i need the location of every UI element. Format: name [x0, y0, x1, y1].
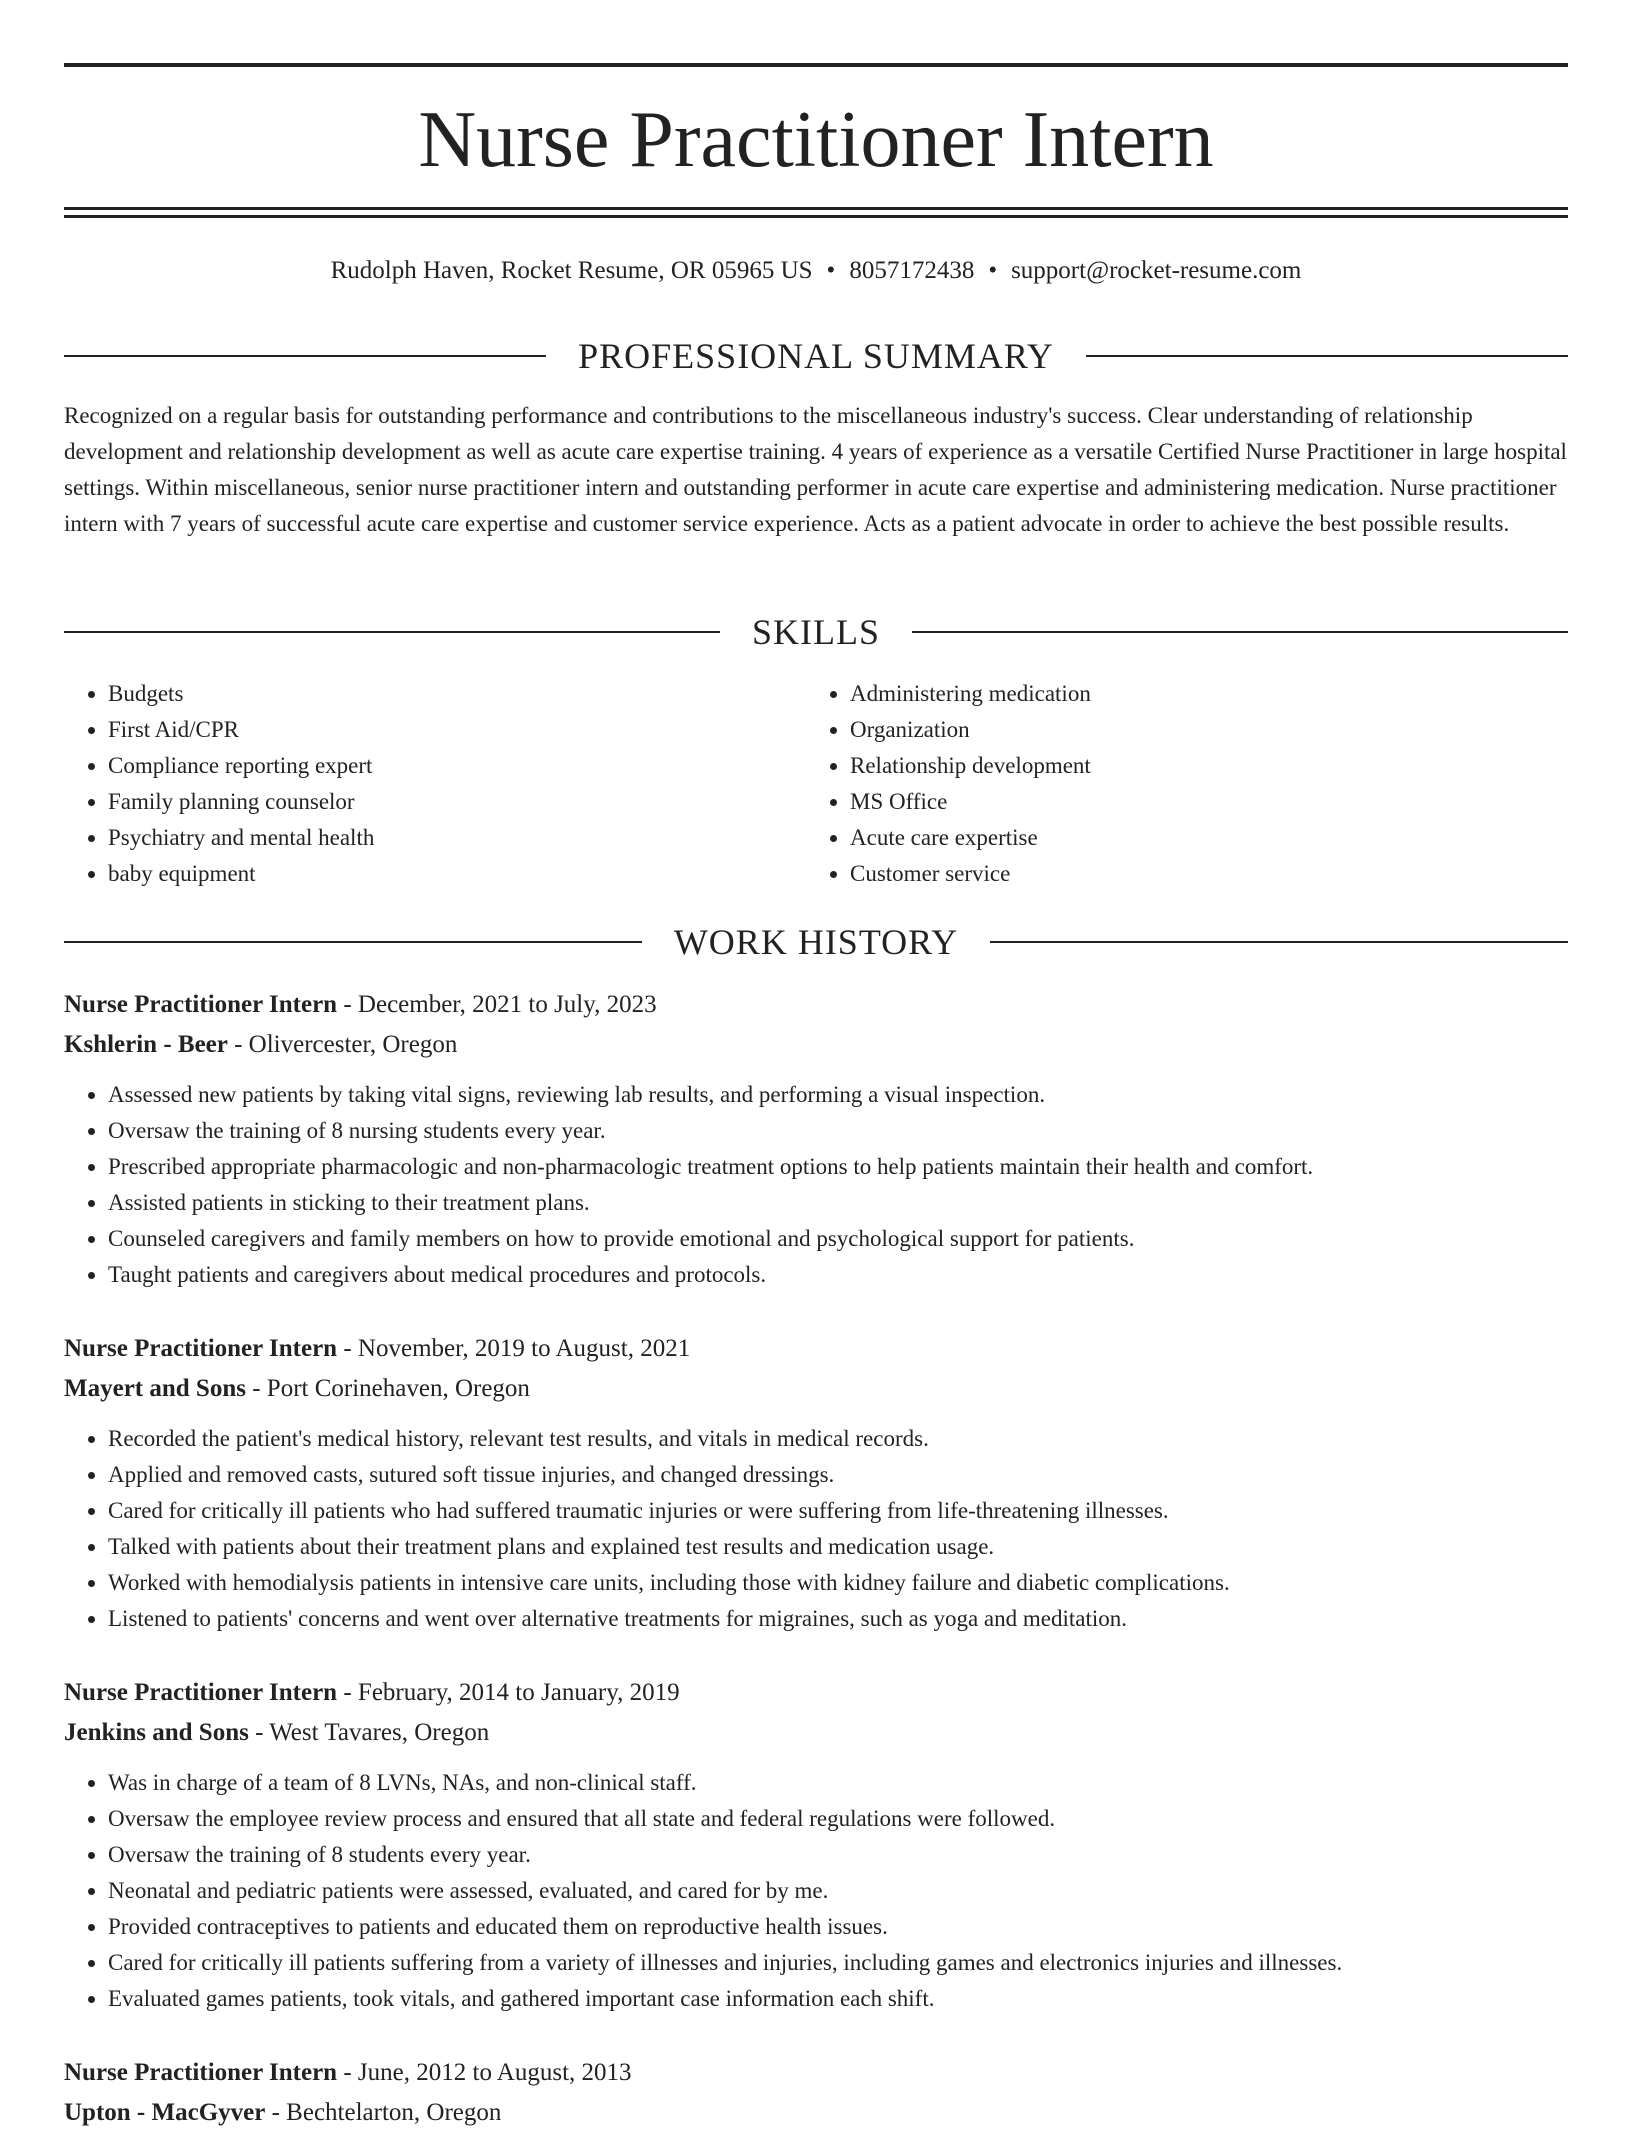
skills-list [64, 676, 1568, 892]
job-location: - West Tavares, Oregon [248, 1719, 490, 1746]
job-entry [64, 985, 1568, 1293]
job-bullet: • Was in charge of a team of 8 LVNs, NAs, and non-clinical staff. [108, 1765, 1568, 1801]
title-double-rule [64, 207, 1568, 218]
job-bullet: • Listened to patients' concerns and went over alternative treatments for migraines, such as yoga and meditation. [108, 1601, 1568, 1637]
job-bullets [64, 1765, 1568, 2017]
heading-rule [64, 355, 546, 357]
job-bullets [64, 1421, 1568, 1637]
skill-item: • Customer service [850, 856, 1548, 892]
job-company: Mayert and Sons [64, 1375, 246, 1402]
skill-item: • Psychiatry and mental health [108, 820, 806, 856]
section-heading-summary [64, 334, 1568, 378]
heading-rule [990, 941, 1568, 943]
job-role-line [64, 1329, 1568, 1369]
section-title: WORK HISTORY [673, 922, 959, 962]
skill-item: • MS Office [850, 784, 1548, 820]
job-entry [64, 1329, 1568, 1637]
skill-item: • Acute care expertise [850, 820, 1548, 856]
heading-rule [64, 941, 642, 943]
heading-rule [912, 631, 1568, 633]
job-company-line [64, 1025, 1568, 1065]
heading-rule [64, 631, 720, 633]
skill-item: • First Aid/CPR [108, 712, 806, 748]
job-bullet: • Cared for critically ill patients who had suffered traumatic injuries or were suffering from life-threatening illnesses. [108, 1493, 1568, 1529]
heading-rule [1086, 355, 1568, 357]
job-title: Nurse Practitioner Intern [64, 2059, 338, 2086]
contact-separator: • [826, 257, 836, 284]
job-company: Upton - MacGyver [64, 2099, 266, 2126]
job-entry [64, 2053, 1568, 2133]
skill-item: • Administering medication [850, 676, 1548, 712]
skill-item: • Family planning counselor [108, 784, 806, 820]
job-bullets [64, 1077, 1568, 1293]
contact-separator: • [988, 257, 998, 284]
contact-phone: 8057172438 [849, 257, 975, 284]
job-bullet: • Neonatal and pediatric patients were assessed, evaluated, and cared for by me. [108, 1873, 1568, 1909]
job-dates: - June, 2012 to August, 2013 [337, 2059, 632, 2086]
skill-item: • Compliance reporting expert [108, 748, 806, 784]
job-company-line [64, 1369, 1568, 1409]
job-bullet: • Prescribed appropriate pharmacologic and non-pharmacologic treatment options to help patients maintain their health and comfort. [108, 1149, 1568, 1185]
skills-column-right [806, 676, 1548, 892]
summary-text: Recognized on a regular basis for outstanding performance and contributions to the miscellaneous industry's success. Clear understanding of relationship development and relationship development as well as acute care expertise training. 4 years of experience as a versatile Certified Nurse Practitioner in large hospital settings. Within miscellaneous, senior nurse practitioner intern and outstanding performer in acute care expertise and administering medication. Nurse practitioner intern with 7 years of successful acute care expertise and customer service experience. Acts as a patient advocate in order to achieve the best possible results. [64, 403, 1567, 536]
job-title: Nurse Practitioner Intern [64, 991, 338, 1018]
top-rule [64, 63, 1568, 67]
job-bullet: • Talked with patients about their treatment plans and explained test results and medication usage. [108, 1529, 1568, 1565]
job-company: Kshlerin - Beer [64, 1031, 228, 1058]
job-bullet: • Assessed new patients by taking vital signs, reviewing lab results, and performing a visual inspection. [108, 1077, 1568, 1113]
job-entry [64, 1673, 1568, 2017]
job-company-line [64, 2093, 1568, 2133]
job-location: - Bechtelarton, Oregon [265, 2099, 502, 2126]
resume-title: Nurse Practitioner Intern [418, 96, 1214, 184]
job-bullet: • Worked with hemodialysis patients in intensive care units, including those with kidney failure and diabetic complications. [108, 1565, 1568, 1601]
job-bullet: • Counseled caregivers and family members on how to provide emotional and psychological support for patients. [108, 1221, 1568, 1257]
skill-item: • Organization [850, 712, 1548, 748]
job-title: Nurse Practitioner Intern [64, 1335, 338, 1362]
skill-item: • Budgets [108, 676, 806, 712]
job-role-line [64, 2053, 1568, 2093]
job-location: - Olivercester, Oregon [227, 1031, 458, 1058]
job-role-line [64, 1673, 1568, 1713]
job-bullet: • Recorded the patient's medical history, relevant test results, and vitals in medical records. [108, 1421, 1568, 1457]
job-bullet: • Cared for critically ill patients suffering from a variety of illnesses and injuries, including games and electronics injuries and illnesses. [108, 1945, 1568, 1981]
section-title: SKILLS [752, 612, 881, 652]
contact-line [64, 254, 1568, 288]
contact-address: Rudolph Haven, Rocket Resume, OR 05965 US [330, 257, 813, 284]
job-bullet: • Oversaw the training of 8 students every year. [108, 1837, 1568, 1873]
job-dates: - November, 2019 to August, 2021 [337, 1335, 691, 1362]
job-bullet: • Oversaw the training of 8 nursing students every year. [108, 1113, 1568, 1149]
job-bullet: • Applied and removed casts, sutured soft tissue injuries, and changed dressings. [108, 1457, 1568, 1493]
skill-item: • Relationship development [850, 748, 1548, 784]
job-dates: - February, 2014 to January, 2019 [337, 1679, 680, 1706]
job-company: Jenkins and Sons [64, 1719, 249, 1746]
job-dates: - December, 2021 to July, 2023 [337, 991, 657, 1018]
section-title: PROFESSIONAL SUMMARY [578, 336, 1054, 376]
job-location: - Port Corinehaven, Oregon [245, 1375, 530, 1402]
job-bullet: • Oversaw the employee review process and ensured that all state and federal regulations were followed. [108, 1801, 1568, 1837]
contact-email: support@rocket-resume.com [1011, 257, 1302, 284]
skills-column-left [64, 676, 806, 892]
section-heading-work-history [64, 920, 1568, 964]
skill-item: • baby equipment [108, 856, 806, 892]
job-title: Nurse Practitioner Intern [64, 1679, 338, 1706]
job-role-line [64, 985, 1568, 1025]
section-heading-skills [64, 610, 1568, 654]
job-bullet: • Taught patients and caregivers about medical procedures and protocols. [108, 1257, 1568, 1293]
job-bullet: • Assisted patients in sticking to their treatment plans. [108, 1185, 1568, 1221]
job-company-line [64, 1713, 1568, 1753]
job-bullet: • Provided contraceptives to patients and educated them on reproductive health issues. [108, 1909, 1568, 1945]
job-bullet: • Evaluated games patients, took vitals, and gathered important case information each shift. [108, 1981, 1568, 2017]
